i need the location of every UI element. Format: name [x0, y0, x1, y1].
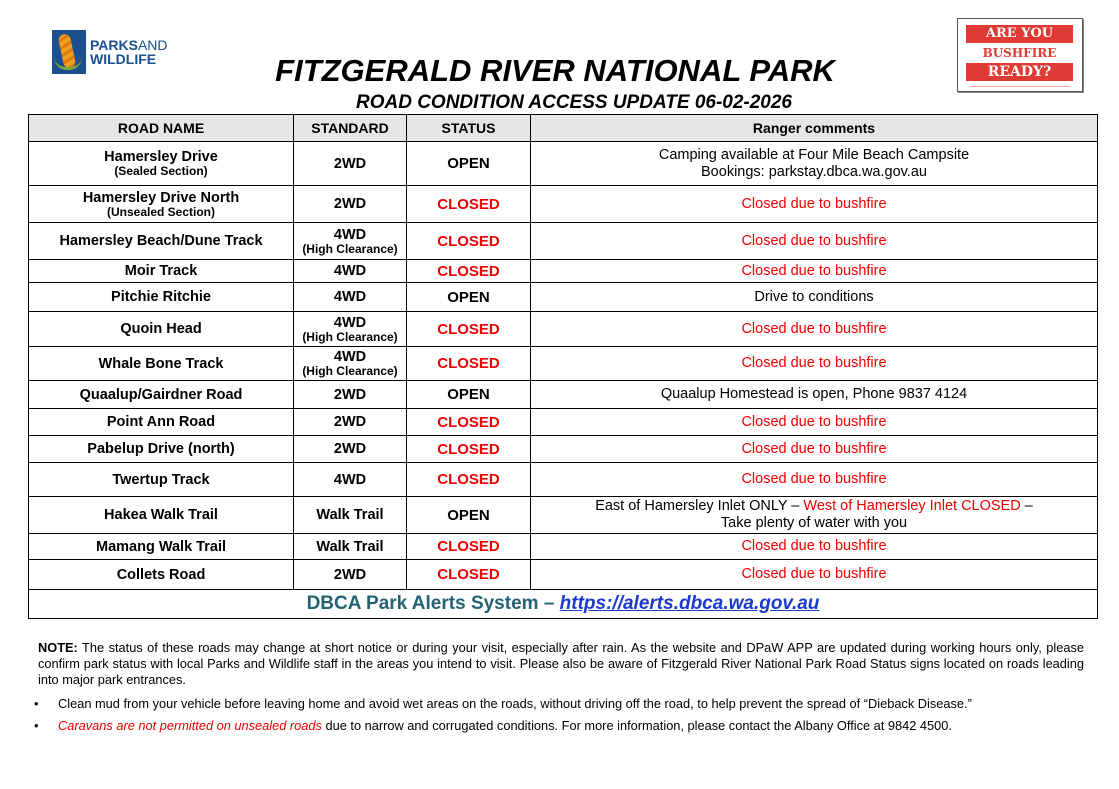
table-row: [29, 283, 1098, 312]
comment-line-2: Take plenty of water with you: [720, 515, 908, 531]
standard-cell: 2WD: [294, 381, 407, 409]
table-row: [29, 347, 1098, 381]
status-cell: CLOSED: [407, 534, 531, 560]
standard-cell: 2WD: [294, 142, 407, 186]
badge-fine-print: [970, 86, 1070, 87]
table-row: [29, 436, 1098, 463]
comment-cell: Quaalup Homestead is open, Phone 9837 4124: [531, 381, 1098, 409]
road-name: Hamersley Drive: [104, 149, 218, 165]
advice-list: [30, 693, 1100, 737]
table-row: [29, 534, 1098, 560]
comment-cell: Closed due to bushfire: [531, 347, 1098, 381]
status-cell: CLOSED: [407, 560, 531, 590]
road-conditions-table: [28, 114, 1098, 619]
comment-cell: Closed due to bushfire: [531, 186, 1098, 223]
status-cell: CLOSED: [407, 186, 531, 223]
table-header-row: [29, 115, 1098, 142]
road-name-cell: Mamang Walk Trail: [29, 534, 294, 560]
list-item: [30, 715, 1100, 737]
comment-cell: [531, 497, 1098, 534]
status-cell: OPEN: [407, 497, 531, 534]
list-item: [30, 693, 1100, 715]
table-row: [29, 463, 1098, 497]
bullet-icon: •: [34, 718, 39, 733]
road-name: Hamersley Drive North: [82, 189, 240, 206]
standard-value: 4WD: [333, 226, 367, 243]
table-row: [29, 497, 1098, 534]
bushfire-ready-badge: [957, 18, 1083, 92]
alerts-cell: [29, 590, 1098, 619]
comment-cell: Closed due to bushfire: [531, 260, 1098, 283]
comment-cell: Closed due to bushfire: [531, 534, 1098, 560]
logo-parks: PARKS: [90, 37, 138, 53]
standard-cell: Walk Trail: [294, 497, 407, 534]
comment-cell: [531, 142, 1098, 186]
column-header-road-name: ROAD NAME: [29, 115, 294, 142]
badge-line-3: READY?: [966, 63, 1073, 81]
status-cell: CLOSED: [407, 312, 531, 347]
comment-line-1: Camping available at Four Mile Beach Campsite: [658, 146, 970, 163]
table-row: [29, 560, 1098, 590]
comment-cell: Closed due to bushfire: [531, 312, 1098, 347]
logo-and: AND: [137, 37, 168, 53]
comment-cell: Closed due to bushfire: [531, 436, 1098, 463]
road-name-cell: Quaalup/Gairdner Road: [29, 381, 294, 409]
standard-cell: 4WD: [294, 463, 407, 497]
status-cell: CLOSED: [407, 463, 531, 497]
standard-cell: [294, 223, 407, 260]
page-title: FITZGERALD RIVER NATIONAL PARK: [275, 53, 835, 88]
road-name-note: (Sealed Section): [114, 164, 208, 178]
standard-cell: 2WD: [294, 409, 407, 436]
standard-cell: 2WD: [294, 186, 407, 223]
road-name-cell: [29, 142, 294, 186]
logo-wildlife: WILDLIFE: [90, 51, 157, 67]
comment-cell: Closed due to bushfire: [531, 409, 1098, 436]
caravan-warning: Caravans are not permitted on unsealed roads: [58, 718, 322, 733]
road-name-cell: Pitchie Ritchie: [29, 283, 294, 312]
badge-line-2: BUSHFIRE: [966, 44, 1073, 62]
road-name-cell: Twertup Track: [29, 463, 294, 497]
bullet-text: Clean mud from your vehicle before leaving home and avoid wet areas on the roads, without driving off the road, to help prevent the spread of “Dieback Disease.”: [58, 696, 972, 711]
status-cell: OPEN: [407, 381, 531, 409]
comment-cell: Closed due to bushfire: [531, 223, 1098, 260]
standard-cell: 4WD: [294, 283, 407, 312]
comment-cell: Drive to conditions: [531, 283, 1098, 312]
road-name-cell: Quoin Head: [29, 312, 294, 347]
standard-cell: 2WD: [294, 436, 407, 463]
road-name-cell: [29, 186, 294, 223]
table-row: [29, 142, 1098, 186]
alerts-link[interactable]: https://alerts.dbca.wa.gov.au: [559, 593, 820, 614]
badge-line-1: ARE YOU: [966, 25, 1073, 43]
road-name-note: (Unsealed Section): [106, 204, 216, 219]
page-subtitle: ROAD CONDITION ACCESS UPDATE 06-02-2026: [355, 92, 793, 113]
column-header-standard: STANDARD: [294, 115, 407, 142]
road-name-cell: Whale Bone Track: [29, 347, 294, 381]
table-row: [29, 223, 1098, 260]
standard-cell: 4WD: [294, 260, 407, 283]
column-header-status: STATUS: [407, 115, 531, 142]
table-row: [29, 409, 1098, 436]
road-name-cell: Collets Road: [29, 560, 294, 590]
standard-cell: [294, 347, 407, 381]
note-text: The status of these roads may change at short notice or during your visit, especially after rain. As the website and DPaW APP are updated during working hours only, please confirm park status with local Parks and Wildlife staff in the areas you intend to visit. Please also be aware of Fitzgerald River National Park Road Status signs located on roads leading into major park entrances.: [38, 640, 1084, 687]
road-name-cell: Hamersley Beach/Dune Track: [29, 223, 294, 260]
table-row: [29, 312, 1098, 347]
standard-cell: [294, 312, 407, 347]
comment-cell: Closed due to bushfire: [531, 560, 1098, 590]
standard-value: 4WD: [333, 314, 367, 331]
standard-note: (High Clearance): [302, 329, 398, 344]
status-cell: CLOSED: [407, 260, 531, 283]
status-cell: OPEN: [407, 142, 531, 186]
status-cell: CLOSED: [407, 223, 531, 260]
status-cell: CLOSED: [407, 436, 531, 463]
table-row: [29, 186, 1098, 223]
alerts-label: DBCA Park Alerts System –: [306, 593, 560, 614]
table-row: [29, 260, 1098, 283]
bullet-text: due to narrow and corrugated conditions. For more information, please contact the Albany Office at 9842 4500.: [321, 718, 952, 733]
standard-cell: 2WD: [294, 560, 407, 590]
bullet-icon: •: [34, 696, 39, 711]
status-cell: CLOSED: [407, 409, 531, 436]
road-name-cell: Moir Track: [29, 260, 294, 283]
standard-note: (High Clearance): [302, 241, 398, 256]
table-row: [29, 381, 1098, 409]
note-paragraph: [38, 640, 1084, 688]
standard-note: (High Clearance): [302, 364, 398, 378]
alerts-footer-row: [29, 590, 1098, 619]
status-cell: CLOSED: [407, 347, 531, 381]
column-header-ranger-comments: Ranger comments: [531, 115, 1098, 142]
road-name-cell: Point Ann Road: [29, 409, 294, 436]
comment-cell: Closed due to bushfire: [531, 463, 1098, 497]
comment-part-b: West of Hamersley Inlet CLOSED: [803, 498, 1021, 514]
standard-value: 4WD: [333, 349, 367, 365]
comment-part-a: East of Hamersley Inlet ONLY –: [595, 498, 804, 514]
road-name-cell: Pabelup Drive (north): [29, 436, 294, 463]
standard-cell: Walk Trail: [294, 534, 407, 560]
note-label: NOTE:: [38, 640, 78, 655]
status-cell: OPEN: [407, 283, 531, 312]
road-name-cell: Hakea Walk Trail: [29, 497, 294, 534]
comment-line-2: Bookings: parkstay.dbca.wa.gov.au: [701, 163, 927, 180]
comment-part-c: –: [1020, 498, 1033, 514]
